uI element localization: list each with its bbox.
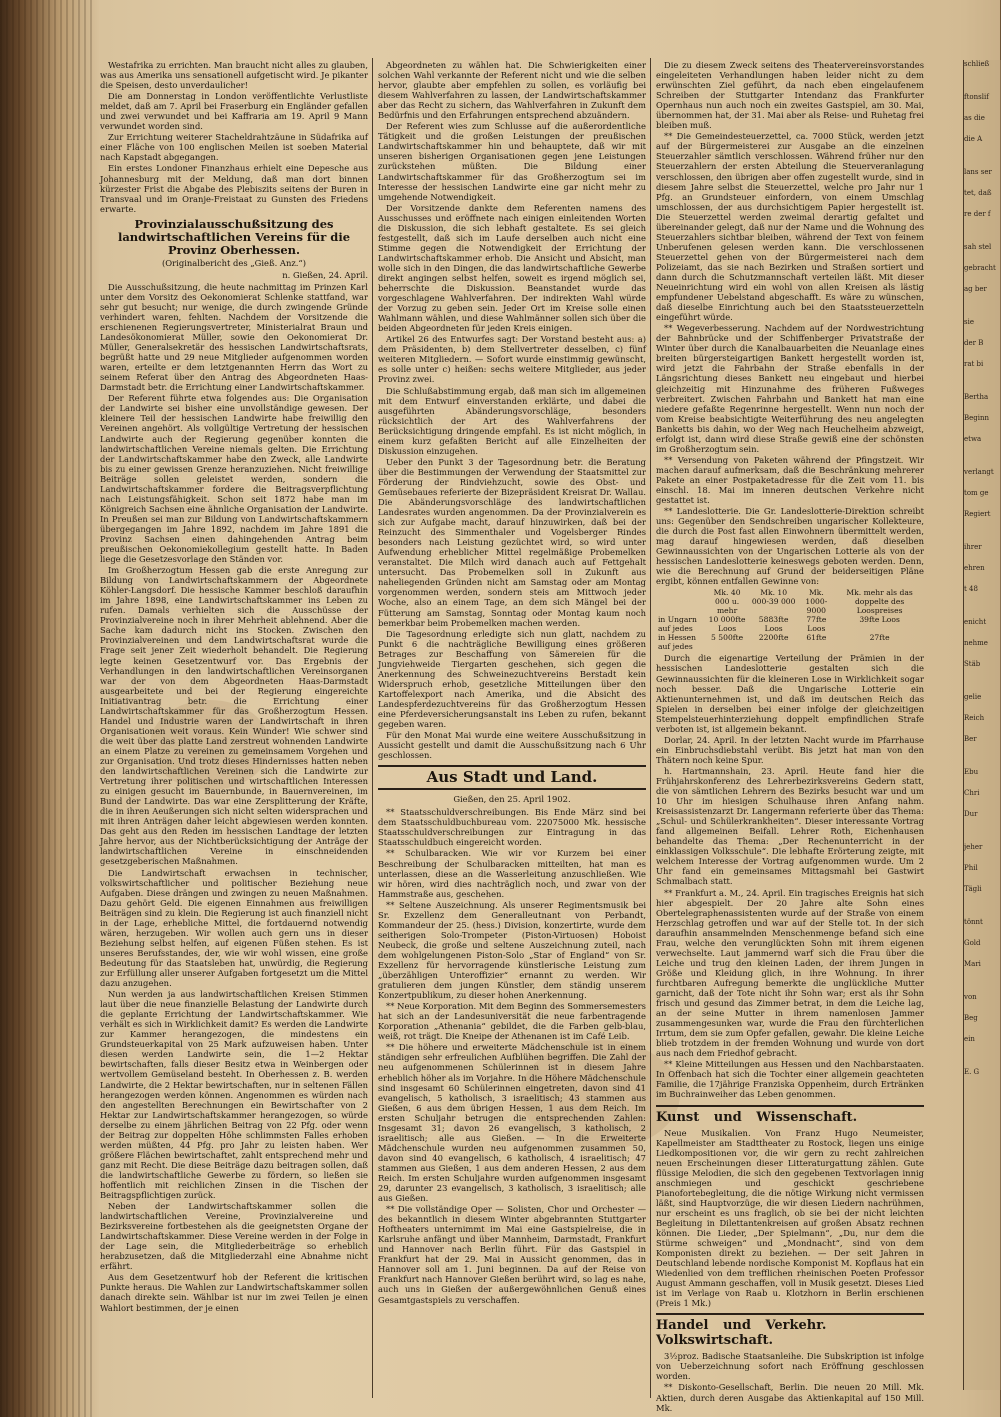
edge-fragment: jeher	[964, 843, 983, 851]
column-3	[656, 60, 924, 1413]
paragraph: Die zu diesem Zweck seitens des Theatervereinsvorstandes eingeleiteten Verhandlungen haben leider nicht zu dem erwünschten Ziel geführt, da nach eben eingelaufenem Schreiben der Stuttgarter Intendanz das Frankfurter Opernhaus nun auch noch ein zweites Gastspiel, am 30. Mai, übernommen hat, der 31. Mai aber als Reise- und Ruhetag frei bleiben muß.	[656, 60, 924, 131]
paragraph: ** Die Gemeindesteuerzettel, ca. 7000 Stück, werden jetzt auf der Bürgermeisterei zur Ausgabe an die einzelnen Steuerzahler sämtlich verschlossen. Während früher nur den Steuerzahlern der ersten Abteilung die Steuerveranlagung verschlossen, den übrigen aber offen zugestellt wurde, sind in diesem Jahre selbst die Steuerzettel, welche pro Jahr nur 1 Pfg. an Grundsteuer einfordern, von einem Umschlag umschlossen, der aus durchsichtigem Papier hergestellt ist. Die Steuerzettel werden zweimal derartig gefaltet und übereinander gelegt, daß nur der Name und die Wohnung des Steuerzahlers sichtbar bleiben, während der Text von feinem Unberufenen gelesen werden kann. Die verschlossenen Steuerzettel gehen von der Bürgermeisterei nach dem Polizeiamt, das sie nach Bezirken und Straßen sortiert und dann durch die Schutzmannschaft verteilen läßt. Mit dieser Neueinrichtung wird ein wohl von allen Kreisen als lästig empfundener Uebelstand abgeschafft. Es wäre zu wünschen, daß dieselbe Einrichtung auch bei den Staatssteuerzetteln eingeführt würde.	[656, 131, 924, 323]
edge-fragment: gelie	[964, 693, 982, 701]
edge-fragment: Ber	[964, 735, 977, 743]
edge-fragment: Tägli	[964, 885, 982, 893]
edge-fragment: schließ	[964, 60, 990, 68]
section-heading-stadt-land: Aus Stadt und Land.	[378, 765, 646, 790]
edge-fragment: der B	[964, 339, 984, 347]
paragraph: Neue Musikalien. Von Franz Hugo Neumeister, Kapellmeister am Stadttheater zu Rostock, liegen uns einige Liedkompositionen vor, die wir gern zu recht zahlreichen neuen Erscheinungen dieser Litteraturgattung zählen. Gute flüssige Melodien, die sich den gegebenen Textvorlagen innig anschmiegen und geschickt geschriebene Pianofortebegleitung, die die nötige Wirkung nicht vermissen läßt, sind Hauptvorzüge, die wir diesen Liedern nachrühmen, nur erscheint es uns fraglich, ob sie bei der nicht leichten Begleitung in Dilettantenkreisen auf großen Absatz rechnen können. Die Lieder, „Der Spielmann“, „Du, nur dem die Stürme schweigen“ und „Mondnacht“, sind von dem Komponisten direkt zu beziehen. — Der seit Jahren in Deutschland lebende nordische Komponist M. Kopflaus hat ein Wiedenlied von dem trefflichen rheinischen Poeten Professor August Ammann geschaffen, voll in Musik gesetzt. Dieses Lied ist im Verlage von Raab u. Klotzhorn in Berlin erschienen (Preis 1 Mk.)	[656, 1127, 924, 1309]
edge-fragment: Bertha	[964, 393, 989, 401]
edge-fragment: t 48	[964, 585, 978, 593]
edge-fragment: Reich	[964, 714, 985, 722]
column-1	[100, 60, 368, 1390]
paragraph: ** Seltene Auszeichnung. Als unserer Regimentsmusik bei Sr. Exzellenz dem Generalleutnant von Perbandt, Kommandeur der 25. (hess.) Division, konzertirte, wurde dem seitherigen Solo-Trompeter (Piston-Virtuosen) Hoboist Neubeck, die große und seltene Auszeichnung zuteil, nach dem wohlgelungenen Piston-Solo „Star of England“ von Sr. Exzellenz für hervorragende künstlerische Leistung zum „überzähligen Unteroffizier“ ernannt zu werden. Wir gratulieren dem jungen Künstler, dem ständig unserem Konzertpublikum, zu dieser hohen Anerkennung.	[378, 899, 646, 1001]
table-cell: 5 500fte	[711, 633, 744, 643]
edge-fragment: tet, daß	[964, 189, 992, 197]
edge-fragment: ehren	[964, 564, 985, 572]
section-heading-handel: Handel und Verkehr. Volkswirtschaft.	[656, 1313, 924, 1348]
table-cell: 39fte Loos	[859, 615, 900, 625]
edge-fragment: verlangt	[964, 468, 994, 476]
paragraph: ** Schulbaracken. Wie wir vor Kurzem bei einer Beschreibung der Schulbaracken mitteilten, hat man es unterlassen, diese an die Wasserleitung anzuschließen. Wie wir hören, wird dies nachträglich noch, und zwar von der Hammstraße aus, geschehen.	[378, 848, 646, 899]
edge-fragment: ftonslif	[964, 93, 989, 101]
paragraph: ** Die höhere und erweiterte Mädchenschule ist in einem ständigen sehr erfreulichen Aufblühen begriffen. Die Zahl der neu aufgenommenen Schülerinnen ist in diesem Jahre erheblich höher als im Vorjahre. In die Höhere Mädchenschule sind insgesamt 60 Schülerinnen eingetreten, davon sind 41 evangelisch, 5 katholisch, 3 israelitisch; 43 stammen aus Gießen, 6 aus dem übrigen Hessen, 1 aus dem Reich. Im ersten Schuljahr betrugen die entsprechenden Zahlen: Insgesamt 31; davon 26 evangelisch, 3 katholisch, 2 israelitisch; alle aus Gießen. — In die Erweiterte Mädchenschule wurden neu aufgenommen zusammen 50, davon sind 40 evangelisch, 6 katholisch, 4 israelitisch; 47 stammen aus Gießen, 1 aus dem anderen Hessen, 2 aus dem Reich. Im ersten Schuljahre wurden aufgenommen insgesamt 29, darunter 23 evangelisch, 3 katholisch, 3 israelitisch; alle aus Gießen.	[378, 1042, 646, 1204]
edge-fragment: Beg	[964, 1014, 978, 1022]
table-cell: Mk. 40 000 u. mehr	[713, 588, 741, 616]
paragraph: Abgeordneten zu wählen hat. Die Schwierigkeiten einer solchen Wahl verkannte der Referent nicht und wie die selben hervor, glaubte aber empfehlen zu sollen, es vorläufig bei diesem Wahlverfahren zu lassen, der Landwirtschaftskammer aber das Recht zu sichern, das Wahlverfahren in Zukunft dem Bedürfnis und den Erfahrungen entsprechend abzuändern.	[378, 60, 646, 121]
table-cell: 2200fte	[758, 633, 789, 643]
edge-fragment: Ebu	[964, 768, 979, 776]
section-heading-kunst: Kunst und Wissenschaft.	[656, 1105, 924, 1125]
paragraph: ** Kleine Mitteilungen aus Hessen und den Nachbarstaaten. In Offenbach hat sich die Tochter einer allgemein geachteten Familie, die 17jährige Franziska Oppenheim, durch Ertränken im Buchrainweiher das Leben genommen.	[656, 1059, 924, 1100]
edge-fragment: E. G	[964, 1068, 980, 1076]
edge-fragment: as die	[964, 114, 985, 122]
paragraph: Neben der Landwirtschaftskammer sollen die landwirtschaftlichen Vereine, Provinzialvereine und Bezirksvereine fortbestehen als die geeignetsten Organe der Landwirtschaftskammer. Diese Vereine werden in der Folge in der Lage sein, die Mitgliederbeiträge so erheblich herabzusetzen, daß die Mitgliederzahl eine Abnahme nicht erfährt.	[100, 1201, 368, 1272]
table-cell: 27fte	[869, 633, 890, 643]
edge-fragment: ag ber	[964, 285, 987, 293]
table-cell: Mk. mehr als das doppelte des Loospreises	[846, 588, 913, 616]
paragraph: Dorlar, 24. April. In der letzten Nacht wurde im Pfarrhause ein Einbruchsdiebstahl verübt. Bis jetzt hat man von den Thätern noch keine Spur.	[656, 734, 924, 765]
paragraph: ** Die vollständige Oper — Solisten, Chor und Orchester — des bekanntlich in diesem Winter abgebrannten Stuttgarter Hoftheaters unternimmt im Mai eine Gastspielreise, die in Karlsruhe anfängt und über Mannheim, Darmstadt, Frankfurt und Hannover nach Berlin führt. Für das Gastspiel in Frankfurt hat der 29. Mai in Aussicht genommen, das in Hannover soll am 1. Juni beginnen. Da auf der Reise von Frankfurt nach Hannover Gießen berührt wird, so lag es nahe, auch uns in Gießen der außergewöhnlichen Genuß eines Gesamtgastspiels zu verschaffen.	[378, 1204, 646, 1305]
paragraph: Westafrika zu errichten. Man braucht nicht alles zu glauben, was aus Amerika uns sensationell aufgetischt wird. Je pikanter die Speisen, desto unverdaulicher!	[100, 60, 368, 91]
paragraph: ** Diskonto-Gesellschaft, Berlin. Die neuen 20 Mill. Mk. Aktien, durch deren Ausgabe das Aktienkapital auf 150 Mill. Mk.	[656, 1382, 924, 1413]
table-row	[656, 633, 924, 651]
edge-fragment: nehme	[964, 639, 988, 647]
table-cell: Mk. 1000-9000	[805, 588, 828, 616]
paragraph: Der Referent führte etwa folgendes aus: Die Organisation der Landwirte sei bisher eine unvollständige gewesen. Der kleinere Teil der hessischen Landwirte habe freiwillig den Vereinen angehört. Als vollgültige Vertretung der hessischen Landwirte auch der Regierung gegenüber konnten die landwirtschaftlichen Vereine niemals gelten. Die Errichtung der Landwirtschaftskammer habe den Zweck, alle Landwirte bis zu einer gewissen Grenze heranzuziehen. Nicht freiwillige Beiträge sollen geleistet werden, sondern die Landwirtschaftskammer fordere die Beitragsverpflichtung nach Leistungsfähigkeit. Schon seit 1872 habe man im Königreich Sachsen eine ähnliche Organisation der Landwirte. In Preußen sei man zur Bildung von Landwirtschaftskammern übergegangen im Jahre 1892, nachdem im Jahre 1891 die Provinz Sachsen einen dahingehenden Antrag beim preußischen Oekonomiekollegium gestellt hatte. In Baden liege die Gesetzesvorlage den Ständen vor.	[100, 393, 368, 565]
book-binding-shadow	[0, 0, 95, 1417]
paragraph: Der Referent wies zum Schlusse auf die außerordentliche Tätigkeit und die großen Leistungen der preußischen Landwirtschaftskammer hin und behauptete, daß wir mit unseren bisherigen Organisationen gegen jene Leistungen zurückstehen müßten. Die Bildung einer Landwirtschaftskammer für das Großherzogtum sei im Interesse der hessischen Landwirte eine gar nicht mehr zu umgehende Notwendigkeit.	[378, 121, 646, 202]
edge-fragment: sah stel	[964, 243, 992, 251]
edge-fragment: Stäb	[964, 660, 981, 668]
paragraph: Die Ausschußsitzung, die heute nachmittag im Prinzen Karl unter dem Vorsitz des Oekonomierat Schlenke stattfand, war sehr gut besucht; nur wenige, die durch zwingende Gründe verhindert waren, fehlten. Nachdem der Vorsitzende die erschienenen Regierungsvertreter, Ministerialrat Braun und Landesökonomierat Müller, sowie den Oekonomierat Dr. Müller, Generalsekretär des hessischen Landwirtschaftsrats, begrüßt hatte und 29 neue Mitglieder aufgenommen worden waren, erteilte er dem letztgenannten Herrn das Wort zu seinem Referat über den Antrag des Abgeordneten Haas-Darmstadt betr. die Errichtung einer Landwirtschaftskammer.	[100, 281, 368, 393]
paragraph: Die am Donnerstag in London veröffentlichte Verlustliste meldet, daß am 7. April bei Fraserburg ein Engländer gefallen und zwei verwundet und bei Kaffraria am 19. April 9 Mann verwundet worden sind.	[100, 91, 368, 132]
edge-fragment: gebracht	[964, 264, 996, 272]
paragraph: Aus dem Gesetzentwurf hob der Referent die kritischen Punkte heraus. Die Wahlen zur Landwirtschaftskammer sollen danach direkte sein. Wählbar ist nur im zwei Teilen je einen Wahlort bestimmen, der je einen	[100, 1272, 368, 1313]
paragraph: Artikel 26 des Entwurfes sagt: Der Vorstand besteht aus: a) dem Präsidenten, b) dem Stellvertreter desselben, c) fünf weiteren Mitgliedern. — Sofort wurde einstimmig gewünscht, es solle unter c) heißen: sechs weitere Mitglieder, aus jeder Provinz zwei.	[378, 334, 646, 385]
edge-fragment: ihrer	[964, 543, 982, 551]
column-2	[378, 60, 646, 1390]
paragraph: ** Wegeverbesserung. Nachdem auf der Nordwestrichtung der Bahnbrücke und der Schiffenberger Privatstraße der Winter über durch die Kanalbauarbeiten die Neuanlage eines breiten bürgersteigartigen Bankett hergestellt worden ist, wird jetzt die Fahrbahn der Straße ebenfalls in der Längsrichtung dieses Bankett neu eingebaut und hierbei gleichzeitig mit Hinzunahme des früheren Fußweges verbreitert. Zwischen Fahrbahn und Bankett hat man eine niedere gefaßte Regenrinne hergestellt. Wenn nun noch der vom Kreise beabsichtigte Weiterführung des neu angelegten Banketts bis dahin, wo der Weg nach Heuchelheim abzweigt, erfolgt ist, dann wird diese Straße gewiß eine der schönsten im Großherzogtum sein.	[656, 323, 924, 454]
paragraph: Ein erstes Londoner Finanzhaus erhielt eine Depesche aus Johannesburg mit der Meldung, daß man dort binnen kürzester Frist die Abgabe des Plebiszits seitens der Buren in Transvaal und im Oranje-Freistaat zu Gunsten des Friedens erwarte.	[100, 163, 368, 214]
paragraph: Die Tagesordnung erledigte sich nun glatt, nachdem zu Punkt 6 die nachträgliche Bewilligung eines größeren Betrages zur Beschaffung von Sämereien für die Jungviehweide Tiergarten geschehen, sich gegen die Anerkennung des Schweinezuchtvereins Berstadt kein Widerspruch erhob, gesetzliche Mitteilungen über den Kartoffelexport nach Amerika, und die Absicht des Landespferdezuchtvereins für das Großherzogtum Hessen eine Pferdeversicherungsanstalt ins Leben zu rufen, bekannt gegeben waren.	[378, 628, 646, 730]
paragraph: Zur Errichtung weiterer Stacheldrahtzäune in Südafrika auf einer Fläche von 100 englischen Meilen ist soeben Material nach Kapstadt abgegangen.	[100, 132, 368, 163]
table-cell: in Ungarn auf jedes	[658, 615, 697, 634]
paragraph: Nun werden ja aus landwirtschaftlichen Kreisen Stimmen laut über die neue finanzielle Belastung der Landwirte durch die geplante Errichtung der Landwirtschaftskammer. Wie verhält es sich in Wirklichkeit damit? Es werden die Landwirte zur Kammer herangezogen, die mindestens ein Grundsteuerkapital von 25 Mark aufzuweisen haben. Unter diesen werden Landwirte sein, die 1—2 Hektar bewirtschaften, falls dieser Besitz etwa in Weinbergen oder wertvollem Gemüseland besteht. In Oberhessen z. B. werden Landwirte, die 2 Hektar bewirtschaften, nur in seltenen Fällen herangezogen werden können. Angenommen es würden nach den angestellten Berechnungen ein Bewirtschafter von 2 Hektar zur Landwirtschaftskammer herangezogen, so würde derselbe zu einem jährlichen Beitrag von 22 Pfg. oder wenn der Beitrag zur doppelten Höhe schlimmsten Falles erhoben werden müßten, 44 Pfg. pro Jahr zu leisten haben. Wer größere Flächen bewirtschaftet, zahlt entsprechend mehr und ganz mit Recht. Die diese Beiträge dazu beitragen sollen, daß die landwirtschaftliche Gewerbe zu fördern, so ließen sie hoffentlich mit reichlichen Zinsen in die Tischen der Beitragspflichtigen zurück.	[100, 989, 368, 1201]
table-row	[656, 615, 924, 633]
edge-fragment: Mari	[964, 960, 981, 968]
lottery-table	[656, 588, 924, 651]
edge-fragment: re der f	[964, 210, 991, 218]
table-cell: Mk. 10 000-39 000	[751, 588, 796, 607]
edge-fragment: Chri	[964, 789, 980, 797]
table-cell: 77fte Loos	[806, 615, 827, 634]
table-cell	[656, 588, 704, 615]
edge-fragment: Dur	[964, 810, 978, 818]
edge-fragment: Beginn	[964, 414, 990, 422]
adjacent-page-edge	[963, 60, 1001, 1390]
paragraph: Der Vorsitzende dankte dem Referenten namens des Ausschusses und eröffnete nach einigen einleitenden Worten die Diskussion, die sich lebhaft gestaltete. Es sei gleich festgestellt, daß sich im Laufe derselben auch nicht eine Stimme gegen die Notwendigkeit der Errichtung der Landwirtschaftskammer erhob. Die Ansicht und Absicht, man wolle sich in den Dingen, die das landwirtschaftliche Gewerbe direkt angingen selbst helfen, soweit es irgend möglich sei, beherrschte die Diskussion. Beanstandet wurde das vorgeschlagene Wahlverfahren. Der indirekten Wahl würde der Vorzug zu geben sein. Jeder Ort im Kreise solle einen Wahlmann wählen, und diese Wahlmänner sollen sich über die beiden Abgeordneten für jeden Kreis einigen.	[378, 202, 646, 334]
edge-fragment: die A	[964, 135, 983, 143]
section-dateline: Gießen, den 25. April 1902.	[453, 794, 571, 805]
paragraph: Durch die eigenartige Verteilung der Prämien in der hessischen Landeslotterie gestalten sich die Gewinnaussichten für die kleineren Lose in Wirklichkeit sogar noch besser. Daß die Ungarische Lotterie ein Aktienunternehmen ist, und daß im deutschen Reich das Spielen in derselben bei einer infolge der gleichzeitigen Stempelsteuerhinterziehung doppelt empfindlichen Strafe verboten ist, ist allgemein bekannt.	[656, 653, 924, 734]
column-rule	[372, 58, 373, 1398]
paragraph: Für den Monat Mai wurde eine weitere Ausschußsitzung in Aussicht gestellt und damit die Ausschußsitzung nach 6 Uhr geschlossen.	[378, 730, 646, 761]
article-subheading: (Originalbericht des „Gieß. Anz.“)	[162, 257, 306, 268]
paragraph: Im Großherzogtum Hessen gab die erste Anregung zur Bildung von Landwirtschaftskammern der Abgeordnete Köhler-Langsdorf. Die hessische Kammer beschloß daraufhin im Jahre 1898, eine Landwirtschaftskammer ins Leben zu rufen. Damals verhielten sich die Ausschüsse der Provinzialvereine noch in ihrer Mehrheit ablehnend. Aber die Sache kam dadurch nicht ins Stocken. Zwischen den Provinzialvereinen und dem Landwirtschaftsrat wurde die Frage seit jener Zeit wiederholt behandelt. Die Regierung legte keinen Gesetzentwurf vor. Das Ergebnis der Verhandlungen in den landwirtschaftlichen Vereinsorganen war der von dem Abgeordneten Haas-Darmstadt ausgearbeitete und bei der Regierung eingereichte Initiativantrag betr. die Errichtung einer Landwirtschaftskammer für das Großherzogtum Hessen. Handel und Industrie waren der Landwirtschaft in ihren Organisationen weit voraus. Kein Wunder! Wie schwer sind die weit über das platte Land zerstreut wohnenden Landwirte an einem Platze zu vereinen zu gemeinsamem Vorgehen und zur Organisation. Und trotz dieses Hindernisses hatten neben den landwirtschaftlichen Vereinen sich die Landwirte zur Vertretung ihrer politischen und wirtschaftlichen Interessen zu einigen gesucht im Bauernbunde, in Bauernvereinen, im Bund der Landwirte. Das war eine Zersplitterung der Kräfte, die in ihren Aeußerungen sich nicht selten widersprachen und mit ihren Anträgen daher leicht abgewiesen werden konnten. Das geht aus den Reden im hessischen Landtage der letzten Jahre hervor, aus der Nichtberücksichtigung der Anträge der landwirtschaftlichen Vereine in einschneidenden gesetzgeberischen Maßnahmen.	[100, 565, 368, 867]
table-cell: 61fte	[806, 633, 827, 643]
table-cell: 10 000fte Loos	[708, 615, 746, 634]
paragraph: ** Frankfurt a. M., 24. April. Ein tragisches Ereignis hat sich hier abgespielt. Der 20 Jahre alte Sohn eines Obertelegraphenassistenten wurde auf der Straße von einem Herzschlag getroffen und war auf der Stelle tot. In der sich daraufhin ansammelnden Menschenmenge befand sich eine Frau, welche den verunglückten Sohn mit ihrem eigenen verwechselte. Laut jammernd warf sich die Frau über die Leiche und trug den kleinen Laden, der ihrem Jungen in Größe und Kleidung glich, in ihre Wohnung. In ihrer furchtbaren Aufregung bemerkte die unglückliche Mutter garnicht, daß der Tote nicht ihr Sohn war; erst als ihr Sohn frisch und gesund das Zimmer betrat, in dem die Leiche lag, an der seine Mutter in ihrem namenlosen Jammer zusammengesunken war, wurde die Frau den fürchterlichen Irrtum, dem sie zum Opfer gefallen, gewahr. Die kleine Leiche blieb trotzdem in der fremden Wohnung und wurde von dort aus nach dem Friedhof gebracht.	[656, 887, 924, 1059]
table-cell: in Hessen auf jedes	[658, 633, 697, 652]
edge-fragment: lans ser	[964, 168, 992, 176]
article-dateline: n. Gießen, 24. April.	[282, 269, 368, 280]
article-heading: Provinzialausschußsitzung des landwirtschaftlichen Vereins für die Provinz Oberhessen.	[117, 216, 351, 257]
paragraph: ** Versendung von Paketen während der Pfingstzeit. Wir machen darauf aufmerksam, daß die Beschränkung mehrerer Pakete an einer Postpaketadresse für die Zeit vom 11. bis einschl. 18. Mai im inneren deutschen Verkehre nicht gestattet ist.	[656, 454, 924, 506]
paragraph: h. Hartmannshain, 23. April. Heute fand hier die Frühjahrskonferenz des Lehrerbezirksvereins Gedern statt, die von sämtlichen Lehrern des Bezirks besucht war und um 10 Uhr im hiesigen Schulhause ihren Anfang nahm. Kreisassistenzarzt Dr. Langermann referierte über das Thema: „Schul- und Schülerkrankheiten“. Dieser interessante Vortrag fand allgemeinen Beifall. Lehrer Roth, Eichenhausen behandelte das Thema: „Der Rechenunterricht in der einklassigen Volksschule“. Die lebhafte Erörterung zeigte, mit welchem Interesse der Vortrag aufgenommen wurde. Um 2 Uhr fand ein gemeinsames Mittagsmahl bei Gastwirt Schmalbach statt.	[656, 765, 924, 887]
paragraph: 3½proz. Badische Staatsanleihe. Die Subskription ist infolge von Ueberzeichnung sofort nach Eröffnung geschlossen worden.	[656, 1351, 924, 1382]
edge-fragment: tönnt	[964, 918, 983, 926]
edge-fragment: sie	[964, 318, 974, 326]
edge-fragment: von	[964, 993, 977, 1001]
table-cell: 5883fte Loos	[758, 615, 789, 634]
column-rule	[650, 58, 651, 1398]
paragraph: Die Landwirtschaft erwachsen in technischer, volkswirtschaftlicher und politischer Beziehung neue Aufgaben. Diese drängen und zwingen zu neuen Maßnahmen. Dazu gehört Geld. Die eigenen Einnahmen aus freiwilligen Beiträgen sind zu klein. Die Regierung ist auch finanziell nicht in der Lage, erhebliche Mittel, die fortdauernd notwendig wären, herzugeben. Wir wollen auch gern uns in dieser Beziehung selbst helfen, auf eigenen Füßen stehen. Es ist unseres Berufsstandes, der, wie wir wohl wissen, eine große Bedeutung für das Staatsleben hat, unwürdig, die Regierung zur Erfüllung aller unserer Aufgaben fortgesetzt um die Mittel dazu anzugehen.	[100, 867, 368, 989]
paragraph: Ueber den Punkt 3 der Tagesordnung betr. die Beratung über die Bestimmungen der Verwendung der Staatsmittel zur Förderung der Rindviehzucht, sowie des Obst- und Gemüsebaues referierte der Bizepräsident Kreisrat Dr. Wallau. Die Abänderungsvorschläge des landwirtschaftlichen Landesrates wurden angenommen. Da der Provinzialverein es sich zur Aufgabe macht, darauf hinzuwirken, daß bei der Reinzucht des Simmenthaler und Vogelsberger Rindes besonders nach Leistung gezüchtet wird, so wird unter Aufwendung erheblicher Mittel regelmäßige Probemelken veranstaltet. Die Milch wird danach auch auf Fettgehalt untersucht. Das Probemelken soll in Zukunft aus naheliegenden Gründen nicht am Samstag oder am Montag vorgenommen werden, sondern steis am Mittwoch jeder Woche, also an einem Tage, an dem sich Mängel bei der Fütterung am Samstag, Sonntag oder Montag kaum noch bemerkbar beim Probemelken machen werden.	[378, 456, 646, 628]
edge-fragment: ein	[964, 1035, 975, 1043]
paragraph: ** Landeslotterie. Die Gr. Landeslotterie-Direktion schreibt uns: Gegenüber den Sendschreiben ungarischer Kollekteure, die durch die Post fast allen Einwohnern übermittelt werden, mag darauf hingewiesen werden, daß dieselben Gewinnaussichten von der Ungarischen Lotterie als von der hessischen Landeslotterie keineswegs geboten werden. Denn, wie die Berechnung auf Grund der beiderseitigen Pläne ergibt, können entfallen Gewinne von:	[656, 506, 924, 587]
col1-top-paragraphs	[100, 60, 368, 214]
edge-fragment: Regiert	[964, 510, 991, 518]
edge-fragment: Gold	[964, 939, 981, 947]
edge-fragment: Phil	[964, 864, 978, 872]
paragraph: ** Staatsschuldverschreibungen. Bis Ende März sind bei dem Staatsschuldbuchbureau vom. 22075000 Mk. hessische Staatsschuldverschreibungen zur Eintragung in das Staatsschuldbuch eingereicht worden.	[378, 807, 646, 848]
table-header-row	[656, 588, 924, 615]
edge-fragment: etwa	[964, 435, 982, 443]
edge-fragment: enicht	[964, 618, 987, 626]
edge-fragment: tom ge	[964, 489, 989, 497]
paragraph: ** Neue Korporation. Mit dem Beginn des Sommersemesters hat sich an der Landesuniversität die neue farbentragende Korporation „Athenania“ gebildet, die die Farben gelb-blau, weiß, rot trägt. Die Kneipe der Athenanen ist im Café Leib.	[378, 1001, 646, 1042]
paragraph: Die Schlußabstimmung ergab, daß man sich im allgemeinen mit dem Entwurf einverstanden erklärte, und dabei die ausgeführten Abänderungsvorschläge, besonders rücksichtlich der Art des Wahlverfahrens der Berücksichtigung dringende empfahl. Es ist nicht möglich, in einem kurz gefaßten Bericht auf alle Einzelheiten der Diskussion einzugehen.	[378, 385, 646, 456]
edge-fragment: rat bi	[964, 360, 984, 368]
